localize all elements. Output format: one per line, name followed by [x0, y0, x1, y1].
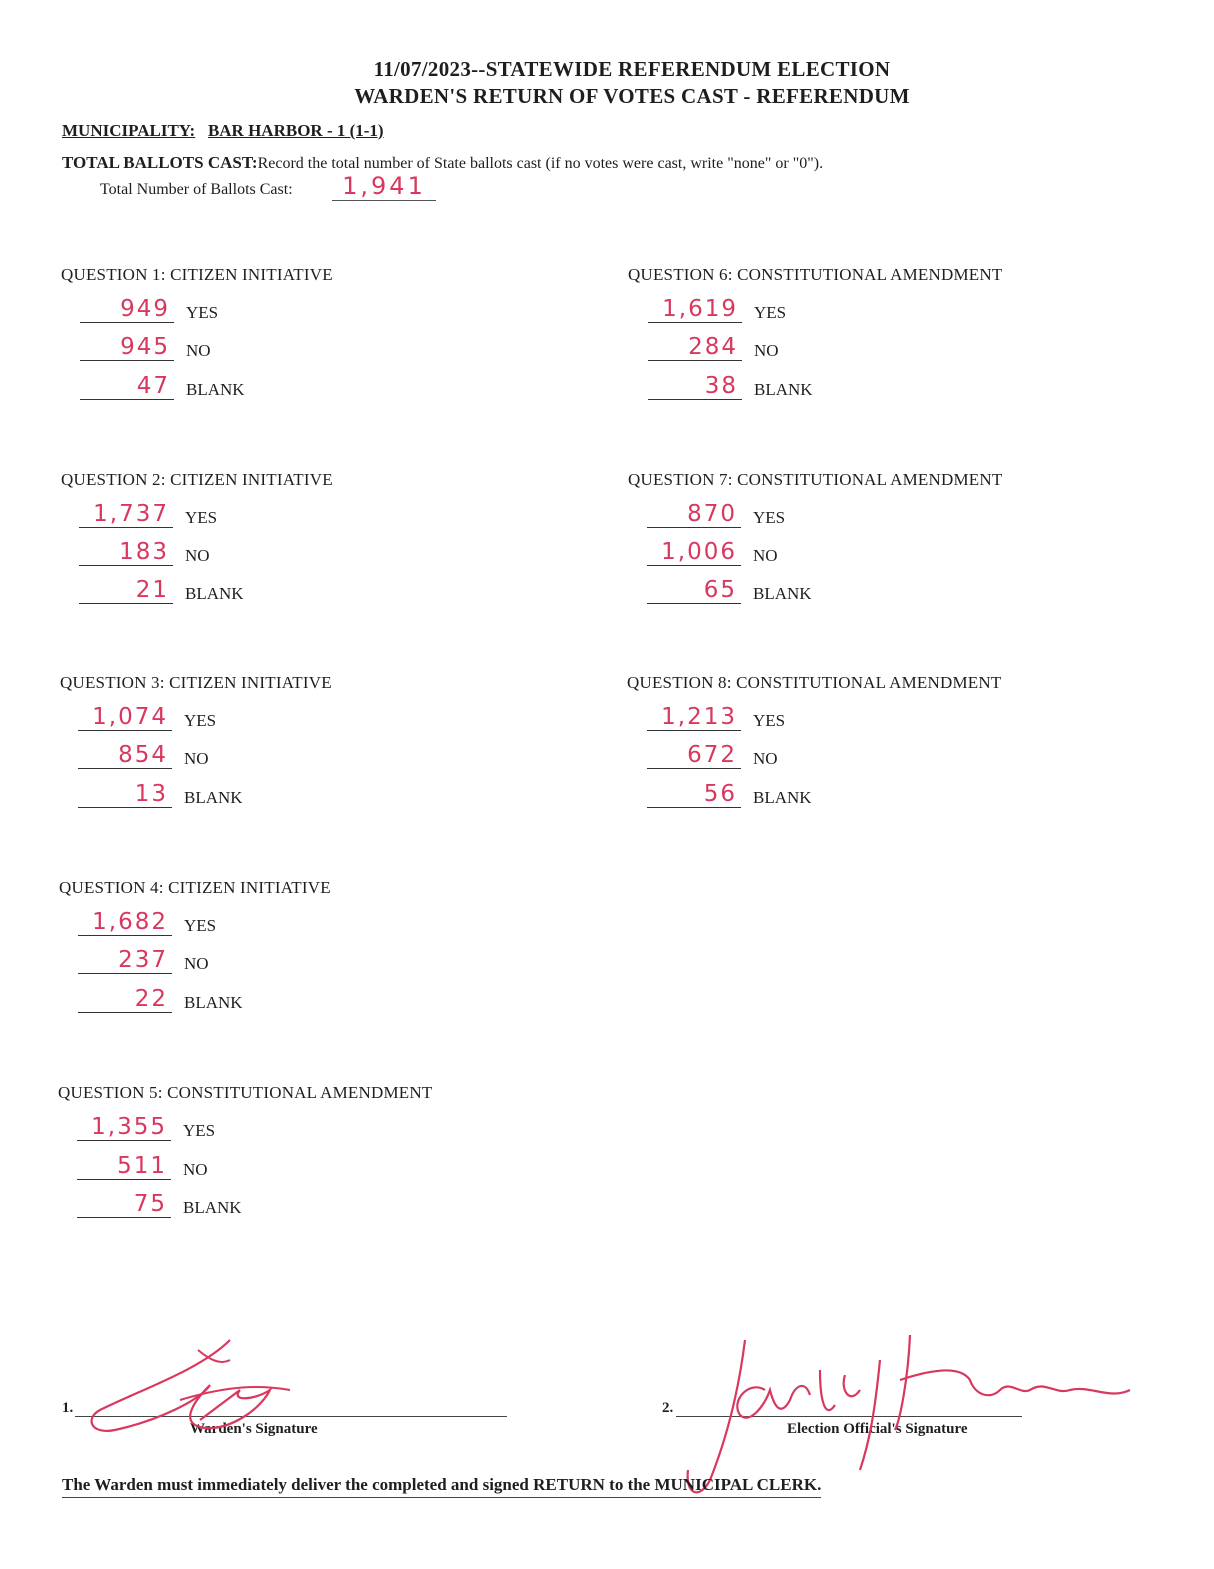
no-label: NO	[184, 954, 209, 973]
question-8-no-count[interactable]: 672	[647, 743, 741, 769]
question-8-yes-count[interactable]: 1,213	[647, 705, 741, 731]
question-5-blank-count[interactable]: 75	[77, 1192, 171, 1218]
blank-label: BLANK	[753, 788, 812, 807]
blank-label: BLANK	[184, 788, 243, 807]
no-label: NO	[753, 546, 778, 565]
footer-instruction: The Warden must immediately deliver the completed and signed RETURN to the MUNICIPAL CLERK.	[62, 1475, 821, 1498]
question-3-no-count[interactable]: 854	[78, 743, 172, 769]
no-label: NO	[754, 341, 779, 360]
total-ballots-instruction	[62, 153, 823, 173]
yes-label: YES	[753, 508, 786, 527]
warden-signature-caption: Warden's Signature	[190, 1421, 318, 1437]
yes-label: YES	[753, 711, 786, 730]
ballot-count-label: Total Number of Ballots Cast:	[100, 181, 293, 198]
municipality-value: BAR HARBOR - 1 (1-1)	[207, 121, 384, 140]
blank-label: BLANK	[185, 584, 244, 603]
blank-label: BLANK	[186, 380, 245, 399]
question-2-title: QUESTION 2: CITIZEN INITIATIVE	[61, 470, 333, 489]
total-ballots-label: TOTAL BALLOTS CAST:	[62, 153, 258, 172]
question-6-no-count[interactable]: 284	[648, 335, 742, 361]
question-4-blank-count[interactable]: 22	[78, 987, 172, 1013]
no-label: NO	[183, 1160, 208, 1179]
yes-label: YES	[183, 1121, 216, 1140]
question-6-yes-count[interactable]: 1,619	[648, 297, 742, 323]
question-7-yes-count[interactable]: 870	[647, 502, 741, 528]
municipality-label: MUNICIPALITY:	[62, 121, 196, 140]
official-signature-caption: Election Official's Signature	[787, 1421, 968, 1437]
question-5-no-count[interactable]: 511	[77, 1154, 171, 1180]
official-signature-number: 2.	[662, 1400, 674, 1416]
question-4-title: QUESTION 4: CITIZEN INITIATIVE	[59, 878, 331, 897]
blank-label: BLANK	[753, 584, 812, 603]
question-8-blank-count[interactable]: 56	[647, 782, 741, 808]
question-5-yes-count[interactable]: 1,355	[77, 1115, 171, 1141]
question-7-blank-count[interactable]: 65	[647, 578, 741, 604]
question-1-yes-count[interactable]: 949	[80, 297, 174, 323]
question-3-blank-count[interactable]: 13	[78, 782, 172, 808]
question-2-no-count[interactable]: 183	[79, 540, 173, 566]
question-7-no-count[interactable]: 1,006	[647, 540, 741, 566]
no-label: NO	[184, 749, 209, 768]
question-6-blank-count[interactable]: 38	[648, 374, 742, 400]
yes-label: YES	[185, 508, 218, 527]
municipality-row	[62, 121, 384, 141]
yes-label: YES	[186, 303, 219, 322]
yes-label: YES	[754, 303, 787, 322]
no-label: NO	[186, 341, 211, 360]
blank-label: BLANK	[184, 993, 243, 1012]
question-8-title: QUESTION 8: CONSTITUTIONAL AMENDMENT	[627, 673, 1002, 692]
question-3-title: QUESTION 3: CITIZEN INITIATIVE	[60, 673, 332, 692]
blank-label: BLANK	[183, 1198, 242, 1217]
question-1-no-count[interactable]: 945	[80, 335, 174, 361]
blank-label: BLANK	[754, 380, 813, 399]
no-label: NO	[753, 749, 778, 768]
question-4-yes-count[interactable]: 1,682	[78, 910, 172, 936]
question-6-title: QUESTION 6: CONSTITUTIONAL AMENDMENT	[628, 265, 1003, 284]
ballot-count-value[interactable]: 1,941	[332, 172, 436, 201]
warden-signature-image	[80, 1330, 320, 1440]
form-title-line1: 11/07/2023--STATEWIDE REFERENDUM ELECTION	[373, 57, 891, 81]
form-title-line2: WARDEN'S RETURN OF VOTES CAST - REFERENDUM	[354, 84, 910, 108]
question-1-title: QUESTION 1: CITIZEN INITIATIVE	[61, 265, 333, 284]
no-label: NO	[185, 546, 210, 565]
warden-signature-number: 1.	[62, 1400, 74, 1416]
yes-label: YES	[184, 916, 217, 935]
question-7-title: QUESTION 7: CONSTITUTIONAL AMENDMENT	[628, 470, 1003, 489]
yes-label: YES	[184, 711, 217, 730]
question-2-yes-count[interactable]: 1,737	[79, 502, 173, 528]
total-ballots-instruction-text: Record the total number of State ballots cast (if no votes were cast, write "none" or "0").	[257, 155, 824, 172]
question-5-title: QUESTION 5: CONSTITUTIONAL AMENDMENT	[58, 1083, 433, 1102]
question-4-no-count[interactable]: 237	[78, 948, 172, 974]
question-1-blank-count[interactable]: 47	[80, 374, 174, 400]
question-2-blank-count[interactable]: 21	[79, 578, 173, 604]
question-3-yes-count[interactable]: 1,074	[78, 705, 172, 731]
